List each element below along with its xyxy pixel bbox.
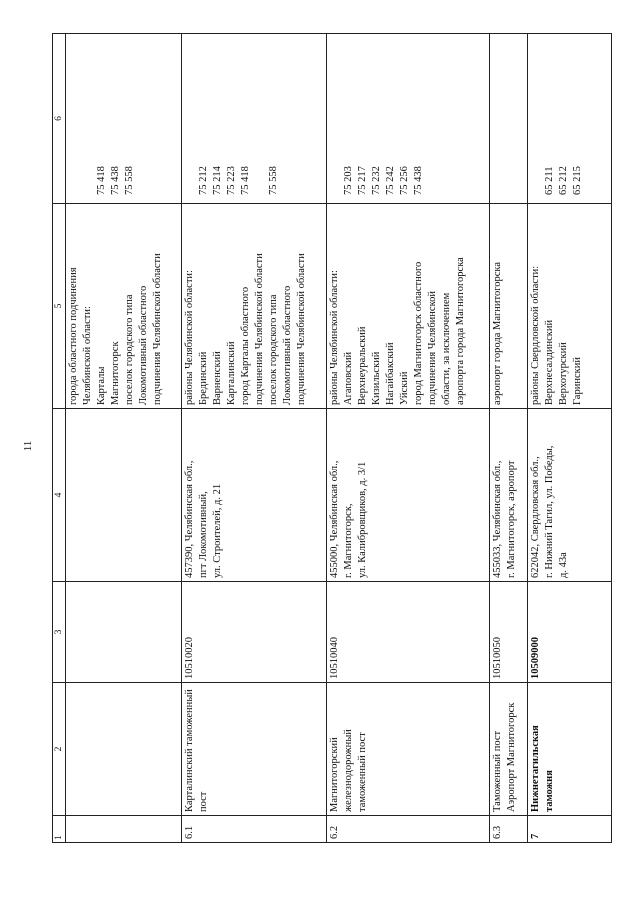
okato-codes — [327, 34, 490, 204]
address-line: ул. Строителей, д. 21 — [212, 483, 224, 578]
address-line: д. 43а — [557, 552, 569, 578]
territory-line: Нагайбакский — [385, 342, 397, 405]
okato-code: 75 418 — [96, 166, 107, 195]
office-address — [66, 409, 182, 582]
office-code — [66, 582, 182, 683]
territory-line: аэропорта города Магнитогорска — [455, 257, 467, 405]
customs-table — [52, 33, 612, 843]
row-number — [66, 816, 182, 843]
territory-line: Локомотивный областного — [282, 285, 294, 405]
territory-line: город Магнитогорск областного — [413, 261, 425, 405]
okato-code — [295, 37, 309, 195]
territory-line: подчинения Челябинской области — [152, 253, 163, 405]
address-line: ул. Калибровщиков, д. 3/1 — [357, 461, 369, 578]
okato-code — [529, 37, 543, 195]
territory-line: аэропорт города Магнитогорска — [492, 261, 504, 405]
office-address — [182, 409, 327, 582]
header-col-2: 2 — [53, 683, 66, 816]
address-line: 622042, Свердловская обл., — [529, 456, 541, 578]
territory-line: области, за исключением — [441, 292, 453, 405]
okato-code — [454, 37, 468, 195]
territory-line: подчинения Челябинской области — [254, 253, 266, 405]
page-number: 11 — [22, 440, 34, 452]
territory-line: Уйский — [399, 371, 411, 405]
okato-code — [137, 37, 151, 195]
address-line: г. Нижний Тагил, ул. Победы, — [543, 445, 555, 578]
okato-code: 75 438 — [413, 166, 425, 195]
okato-code: 75 256 — [399, 166, 411, 195]
office-name: Нижнетагильская таможня — [527, 683, 611, 816]
address-line: 457390, Челябинская обл., — [184, 460, 196, 578]
territory-line: Гаринский — [571, 357, 583, 405]
header-col-3: 3 — [53, 582, 66, 683]
rotated-content — [52, 33, 612, 843]
address-line: г. Магнитогорск, аэропорт — [506, 460, 518, 578]
okato-code — [183, 37, 197, 195]
okato-codes — [527, 34, 611, 204]
territory-line: Локомотивный областного — [138, 285, 149, 405]
territory-line: Челябинской области: — [82, 306, 93, 405]
okato-code — [328, 37, 342, 195]
okato-code: 75 418 — [240, 166, 252, 195]
office-code: 10510040 — [327, 582, 490, 683]
okato-code — [81, 37, 95, 195]
territory-line: Карталы — [96, 366, 107, 405]
header-col-6: 6 — [53, 34, 66, 204]
office-name: Карталинский таможенный пост — [182, 683, 327, 816]
okato-code — [281, 37, 295, 195]
okato-code — [440, 37, 454, 195]
okato-code: 75 558 — [268, 166, 280, 195]
territory — [182, 204, 327, 409]
row-number: 7 — [527, 816, 611, 843]
okato-code — [491, 37, 505, 195]
territory-line: города областного подчинения — [68, 267, 79, 405]
office-name: Таможенный пост Аэропорт Магнитогорск — [490, 683, 527, 816]
okato-code: 75 214 — [212, 166, 224, 195]
okato-code: 75 242 — [385, 166, 397, 195]
okato-code: 65 215 — [571, 166, 583, 195]
okato-code: 75 203 — [343, 166, 355, 195]
territory-line: районы Челябинской области: — [329, 270, 341, 405]
table-row — [327, 34, 490, 843]
address-line: пгт Локомотивный, — [198, 491, 210, 578]
header-row — [53, 34, 66, 843]
table-row — [490, 34, 527, 843]
okato-code: 75 212 — [198, 166, 210, 195]
territory-line: поселок городского типа — [268, 294, 280, 405]
okato-code — [67, 37, 81, 195]
address-line: 455000, Челябинская обл., — [329, 460, 341, 578]
header-col-4: 4 — [53, 409, 66, 582]
okato-code: 75 223 — [226, 166, 238, 195]
territory — [66, 204, 182, 409]
okato-code: 65 212 — [557, 166, 569, 195]
territory-line: районы Челябинской области: — [184, 270, 196, 405]
okato-code: 75 558 — [124, 166, 135, 195]
office-address — [490, 409, 527, 582]
office-code: 10509000 — [527, 582, 611, 683]
territory-line: подчинения Челябинской области — [296, 253, 308, 405]
row-number: 6.1 — [182, 816, 327, 843]
okato-code: 75 438 — [110, 166, 121, 195]
header-col-5: 5 — [53, 204, 66, 409]
table-row — [66, 34, 182, 843]
row-number: 6.3 — [490, 816, 527, 843]
territory-line: Карталинский — [226, 341, 238, 405]
office-name — [66, 683, 182, 816]
okato-code — [253, 37, 267, 195]
territory-line: Кизильский — [371, 351, 383, 405]
okato-code: 75 232 — [371, 166, 383, 195]
row-number: 6.2 — [327, 816, 490, 843]
territory-line: Брединский — [198, 351, 210, 405]
office-address — [527, 409, 611, 582]
address-line: г. Магнитогорск, — [343, 503, 355, 578]
territory-line: Варненский — [212, 351, 224, 405]
okato-code — [426, 37, 440, 195]
office-name: Магнитогорский железнодорожный таможенный пост — [327, 683, 490, 816]
table-row — [182, 34, 327, 843]
office-code: 10510020 — [182, 582, 327, 683]
table-row — [527, 34, 611, 843]
territory-line: подчинения Челябинской — [427, 290, 439, 405]
okato-codes — [182, 34, 327, 204]
okato-code: 65 211 — [543, 166, 555, 195]
office-code: 10510050 — [490, 582, 527, 683]
territory-line: Магнитогорск — [110, 341, 121, 405]
office-address — [327, 409, 490, 582]
territory — [527, 204, 611, 409]
territory-line: Агаповский — [343, 351, 355, 405]
territory-line: Верхнеуральский — [357, 326, 369, 405]
territory — [490, 204, 527, 409]
territory-line: поселок городского типа — [124, 294, 135, 405]
okato-codes — [66, 34, 182, 204]
territory-line: Верхнесалдинский — [543, 319, 555, 405]
territory — [327, 204, 490, 409]
header-col-1: 1 — [53, 816, 66, 843]
address-line: 455033, Челябинская обл., — [492, 460, 504, 578]
table-body — [66, 34, 612, 843]
territory-line: Верхотурский — [557, 342, 569, 405]
okato-codes — [490, 34, 527, 204]
territory-line: город Карталы областного — [240, 286, 252, 405]
okato-code — [151, 37, 165, 195]
rotated-page-frame — [52, 33, 612, 843]
okato-code: 75 217 — [357, 166, 369, 195]
territory-line: районы Свердловской области: — [529, 265, 541, 405]
